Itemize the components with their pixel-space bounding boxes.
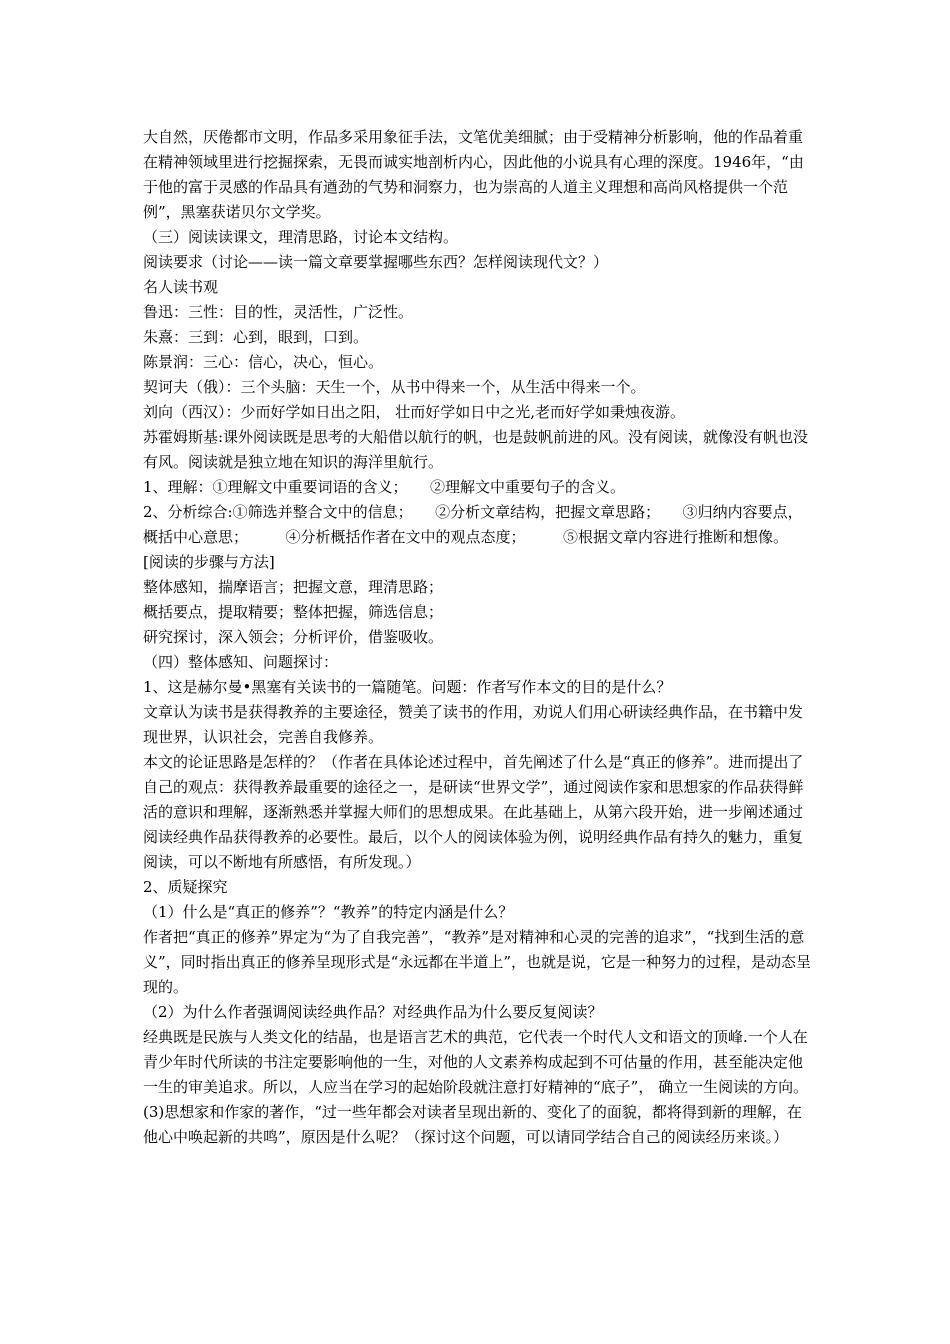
- quote-lu-xun: 鲁迅：三性：目的性，灵活性，广泛性。: [143, 303, 414, 321]
- heading-famous-reading-views: 名人读书观: [143, 278, 219, 296]
- list-item-understanding: 1、理解：①理解文中重要词语的含义； ②理解文中重要句子的含义。: [143, 478, 626, 496]
- paragraph-argument-structure: 本文的论证思路是怎样的？（作者在具体论述过程中，首先阐述了什么是“真正的修养”。进而提出了自己的观点：获得教养最重要的途径之一，是研读“世界文学”，通过阅读作家和思想家的作品获得鲜活的意识和理解，逐渐熟悉并掌握大师们的思想成果。在此基础上，从第六段开始，进一步阐述通过阅读经典作品获得教养的必要性。最后，以个人的阅读体验为例，说明经典作品有持久的魅力，重复阅读，可以不断地有所感悟，有所发现。）: [143, 753, 804, 871]
- quote-zhu-xi: 朱熹：三到：心到，眼到，口到。: [143, 328, 369, 346]
- section-heading-four: （四）整体感知、问题探讨：: [143, 653, 339, 671]
- question-purpose: 1、这是赫尔曼•黑塞有关读书的一篇随笔。问题：作者写作本文的目的是什么？: [143, 678, 672, 696]
- answer-true-cultivation: 作者把“真正的修养”界定为“为了自我完善”，“教养”是对精神和心灵的完善的追求”，“找到生活的意义”，同时指出真正的修养呈现形式是“永远都在半道上”，也就是说，它是一种努力的过程，是动态呈现的。: [143, 928, 812, 996]
- quote-sukhomlinsky: 苏霍姆斯基:课外阅读既是思考的大船借以航行的帆，也是鼓帆前进的风。没有阅读，就像没有帆也没有风。阅读就是独立地在知识的海洋里航行。: [143, 428, 809, 471]
- paragraph-author-intro-continued: 大自然，厌倦都市文明，作品多采用象征手法，文笔优美细腻；由于受精神分析影响，他的作品着重在精神领域里进行挖掘探索，无畏而诚实地剖析内心，因此他的小说具有心理的深度。1946年，“由于他的富于灵感的作品具有遒劲的气势和洞察力，也为崇高的人道主义理想和高尚风格提供一个范例”，黑塞获诺贝尔文学奖。: [143, 128, 804, 221]
- section-heading-three: （三）阅读读课文，理清思路，讨论本文结构。: [143, 228, 459, 246]
- heading-reading-steps: [阅读的步骤与方法]: [143, 553, 275, 571]
- quote-chekhov: 契诃夫（俄）：三个头脑：天生一个，从书中得来一个，从生活中得来一个。: [143, 378, 646, 396]
- document-body: [143, 125, 813, 1150]
- question-rereading: (3)思想家和作家的著作，“过一些年都会对读者呈现出新的、变化了的面貌，都将得到新的理解，在他心中唤起新的共鸣”，原因是什么呢？（探讨这个问题，可以请同学结合自己的阅读经历来谈。）: [143, 1103, 802, 1146]
- heading-inquiry: 2、质疑探究: [143, 878, 228, 896]
- quote-chen-jingrun: 陈景润：三心：信心，决心，恒心。: [143, 353, 384, 371]
- list-item-analysis: 2、分析综合:①筛选并整合文中的信息； ②分析文章结构，把握文章思路； ③归纳内容要点，概括中心意思； ④分析概括作者在文中的观点态度； ⑤根据文章内容进行推断和想像。: [143, 503, 803, 546]
- answer-classics: 经典既是民族与人类文化的结晶，也是语言艺术的典范，它代表一个时代人文和语文的顶峰.一个人在青少年时代所读的书注定要影响他的一生，对他的人文素养构成起到不可估量的作用，甚至能决定他一生的审美追求。所以，人应当在学习的起始阶段就注意打好精神的“底子”， 确立一生阅读的方向。: [143, 1028, 809, 1096]
- reading-step-one: 整体感知，揣摩语言；把握文意，理清思路；: [143, 578, 444, 596]
- question-classics: （2）为什么作者强调阅读经典作品？对经典作品为什么要反复阅读？: [143, 1003, 603, 1021]
- reading-step-two: 概括要点，提取精要；整体把握，筛选信息；: [143, 603, 444, 621]
- answer-purpose: 文章认为读书是获得教养的主要途径，赞美了读书的作用，劝说人们用心研读经典作品，在书籍中发现世界，认识社会，完善自我修养。: [143, 703, 804, 746]
- paragraph-reading-requirements: 阅读要求（讨论——读一篇文章要掌握哪些东西？怎样阅读现代文？）: [143, 253, 609, 271]
- quote-liu-xiang: 刘向（西汉）：少而好学如日出之阳， 壮而好学如日中之光,老而好学如秉烛夜游。: [143, 403, 686, 421]
- reading-step-three: 研究探讨，深入领会；分析评价，借鉴吸收。: [143, 628, 444, 646]
- question-true-cultivation: （1）什么是“真正的修养”？“教养”的特定内涵是什么？: [143, 903, 514, 921]
